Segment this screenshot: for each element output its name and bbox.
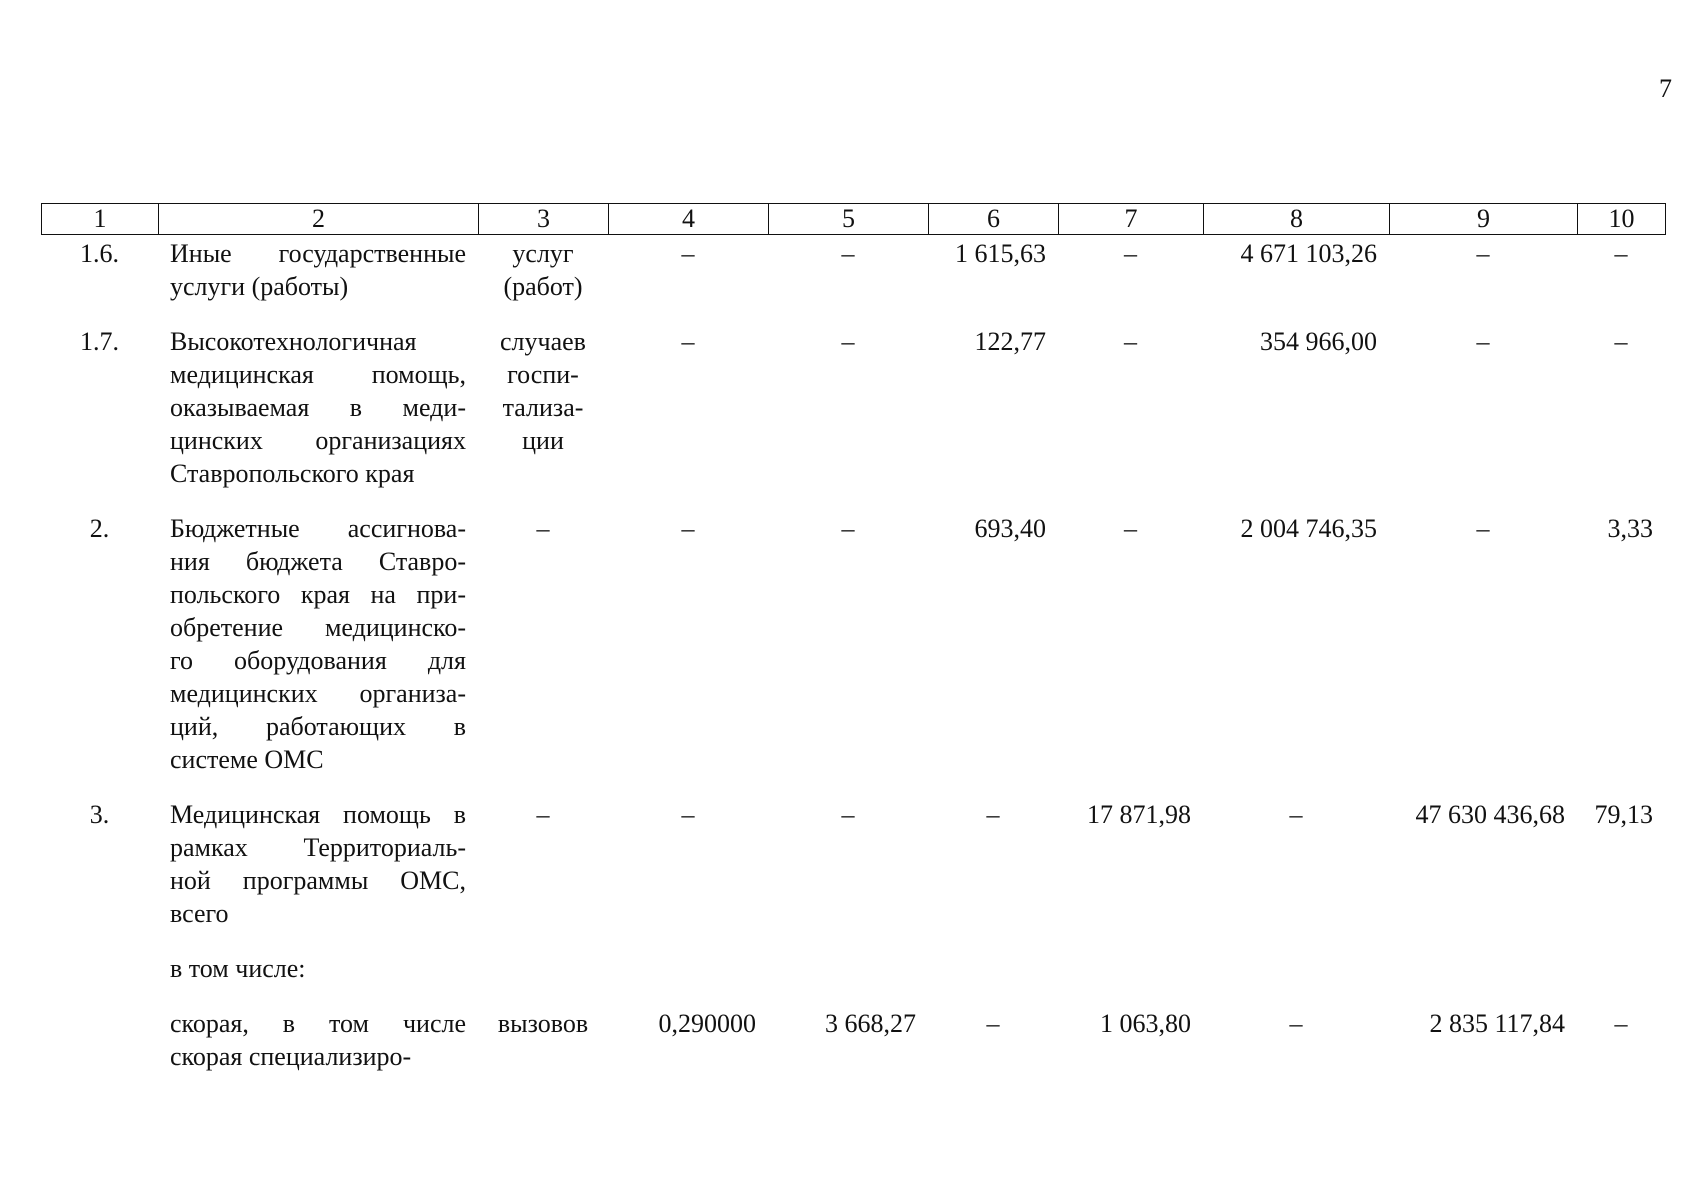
cell-col-9: – bbox=[1476, 327, 1490, 356]
row-unit-line: госпи- bbox=[507, 360, 579, 389]
row-unit-line: вызовов bbox=[497, 1009, 589, 1038]
row-spacer bbox=[41, 776, 1665, 798]
cell-col-4 bbox=[608, 952, 768, 985]
cell-col-10: – bbox=[1614, 239, 1628, 268]
row-unit bbox=[478, 512, 608, 776]
row-unit-line: ции bbox=[522, 426, 564, 455]
cell-col-5: – bbox=[841, 239, 855, 268]
row-unit-line: случаев bbox=[500, 327, 586, 356]
cell-col-7: – bbox=[1124, 514, 1137, 543]
row-name-line: ций, работающих в bbox=[170, 712, 466, 741]
table-row bbox=[41, 798, 1665, 930]
cell-col-6: – bbox=[986, 800, 1000, 829]
row-name-line: польского края на при- bbox=[170, 580, 466, 609]
row-name-line: обретение медицинско- bbox=[170, 613, 466, 642]
row-name-line: оказываемая в меди- bbox=[170, 393, 466, 422]
row-name-line: медицинская помощь, bbox=[170, 360, 466, 389]
row-spacer-cell bbox=[41, 490, 1665, 512]
row-name-line: медицинских организа- bbox=[170, 679, 466, 708]
cell-col-6: 122,77 bbox=[974, 327, 1046, 356]
cell-col-9: 2 835 117,84 bbox=[1429, 1009, 1565, 1038]
cell-col-4: 0,290000 bbox=[658, 1009, 756, 1038]
table-row bbox=[41, 952, 1665, 985]
cell-col-7 bbox=[1058, 952, 1203, 985]
row-name-line: в том числе: bbox=[170, 954, 306, 983]
column-number-header bbox=[41, 203, 1666, 235]
cell-col-4: – bbox=[681, 239, 695, 268]
row-unit-line: – bbox=[536, 514, 550, 543]
row-name-line: услуги (работы) bbox=[170, 272, 349, 301]
data-table bbox=[41, 237, 1665, 1073]
cell-col-4: – bbox=[681, 800, 695, 829]
cell-col-6: 693,40 bbox=[974, 514, 1046, 543]
row-name bbox=[158, 798, 478, 930]
row-name-line: рамках Территориаль- bbox=[170, 833, 466, 862]
row-spacer bbox=[41, 303, 1665, 325]
header-col-2: 2 bbox=[159, 204, 479, 235]
row-number: 1.6. bbox=[80, 239, 119, 268]
row-name bbox=[158, 325, 478, 490]
cell-col-9: – bbox=[1476, 239, 1490, 268]
header-col-10: 10 bbox=[1578, 204, 1666, 235]
row-name bbox=[158, 237, 478, 303]
table-row bbox=[41, 237, 1665, 303]
row-name-line: Иные государственные bbox=[170, 239, 466, 268]
cell-col-6 bbox=[928, 952, 1058, 985]
row-name-line: Высокотехнологичная bbox=[170, 327, 417, 356]
row-spacer bbox=[41, 930, 1665, 952]
header-col-4: 4 bbox=[609, 204, 769, 235]
row-spacer bbox=[41, 490, 1665, 512]
row-unit-line: – bbox=[536, 800, 550, 829]
cell-col-7: – bbox=[1124, 239, 1137, 268]
row-number: 2. bbox=[89, 514, 110, 543]
cell-col-5 bbox=[768, 952, 928, 985]
row-name bbox=[158, 1007, 478, 1073]
header-col-1: 1 bbox=[42, 204, 159, 235]
cell-col-10: – bbox=[1614, 1009, 1628, 1038]
table-row bbox=[41, 1007, 1665, 1073]
cell-col-8: – bbox=[1289, 1009, 1303, 1038]
row-unit-line: услуг bbox=[512, 239, 574, 268]
row-unit bbox=[478, 237, 608, 303]
row-spacer bbox=[41, 985, 1665, 1007]
row-name-line: Медицинская помощь в bbox=[170, 800, 466, 829]
row-unit bbox=[478, 952, 608, 985]
cell-col-10: – bbox=[1614, 327, 1628, 356]
cell-col-6: – bbox=[986, 1009, 1000, 1038]
table-row bbox=[41, 325, 1665, 490]
cell-col-8: 2 004 746,35 bbox=[1240, 514, 1377, 543]
cell-col-10: 79,13 bbox=[1594, 800, 1653, 829]
cell-col-8: 4 671 103,26 bbox=[1240, 239, 1377, 268]
cell-col-7: – bbox=[1124, 327, 1137, 356]
cell-col-9: 47 630 436,68 bbox=[1415, 800, 1565, 829]
header-col-7: 7 bbox=[1059, 204, 1204, 235]
row-name-line: системе ОМС bbox=[170, 745, 324, 774]
row-number bbox=[41, 1007, 158, 1073]
cell-col-5: 3 668,27 bbox=[825, 1009, 916, 1038]
row-unit-line: тализа- bbox=[502, 393, 584, 422]
row-name bbox=[158, 512, 478, 776]
row-name bbox=[158, 952, 478, 985]
row-name-line: Бюджетные ассигнова- bbox=[170, 514, 466, 543]
row-name-line: ния бюджета Ставро- bbox=[170, 547, 466, 576]
row-spacer-cell bbox=[41, 776, 1665, 798]
row-name-line: Ставропольского края bbox=[170, 459, 415, 488]
page-number: 7 bbox=[1659, 74, 1672, 103]
row-unit bbox=[478, 1007, 608, 1073]
table-row bbox=[41, 512, 1665, 776]
cell-col-8: – bbox=[1289, 800, 1303, 829]
row-name-line: го оборудования для bbox=[170, 646, 466, 675]
cell-col-7: 1 063,80 bbox=[1100, 1009, 1191, 1038]
header-col-3: 3 bbox=[479, 204, 609, 235]
cell-col-7: 17 871,98 bbox=[1087, 800, 1191, 829]
row-name-line: ной программы ОМС, bbox=[170, 866, 466, 895]
header-col-8: 8 bbox=[1204, 204, 1390, 235]
cell-col-6: 1 615,63 bbox=[955, 239, 1046, 268]
cell-col-10 bbox=[1577, 952, 1665, 985]
cell-col-5: – bbox=[841, 514, 855, 543]
header-col-9: 9 bbox=[1390, 204, 1578, 235]
row-name-line: скорая, в том числе bbox=[170, 1009, 466, 1038]
row-spacer-cell bbox=[41, 930, 1665, 952]
header-col-5: 5 bbox=[769, 204, 929, 235]
row-number: 3. bbox=[89, 800, 110, 829]
cell-col-5: – bbox=[841, 327, 855, 356]
row-name-line: всего bbox=[170, 899, 229, 928]
cell-col-4: – bbox=[681, 327, 695, 356]
row-number: 1.7. bbox=[80, 327, 119, 356]
cell-col-8 bbox=[1203, 952, 1389, 985]
row-unit bbox=[478, 798, 608, 930]
row-unit-line: (работ) bbox=[503, 272, 583, 301]
row-name-line: скорая специализиро- bbox=[170, 1042, 412, 1071]
row-name-line: цинских организациях bbox=[170, 426, 466, 455]
row-spacer-cell bbox=[41, 985, 1665, 1007]
cell-col-5: – bbox=[841, 800, 855, 829]
cell-col-4: – bbox=[681, 514, 695, 543]
cell-col-9: – bbox=[1476, 514, 1490, 543]
row-spacer-cell bbox=[41, 303, 1665, 325]
cell-col-9 bbox=[1389, 952, 1577, 985]
row-number bbox=[41, 952, 158, 985]
cell-col-8: 354 966,00 bbox=[1260, 327, 1377, 356]
row-unit bbox=[478, 325, 608, 490]
cell-col-10: 3,33 bbox=[1607, 514, 1653, 543]
header-col-6: 6 bbox=[929, 204, 1059, 235]
